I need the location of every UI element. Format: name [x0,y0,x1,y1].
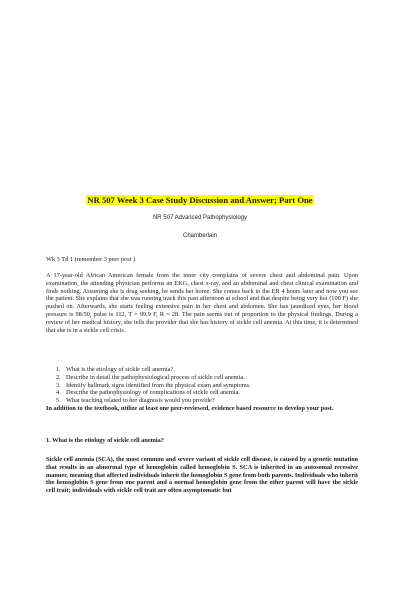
question-item [46,397,358,405]
question-number: 2. [56,373,61,381]
question-text: Identify hallmark signs identified from the physical exam and symptoms. [66,381,251,389]
question-number: 3. [56,381,61,389]
question-text: Describe in detail the pathophysiological process of sickle cell anemia. [66,373,245,381]
question-text: Describe the pathophysiology of complications of sickle cell anemia. [66,389,240,397]
question-number: 4. [56,389,61,397]
question-list [46,366,358,405]
question-number: 5. [56,397,61,405]
question-text: What teaching related to her diagnosis would you provide? [66,397,215,405]
question-item [46,389,358,397]
document-title-text: NR 507 Week 3 Case Study Discussion and Answer; Part One [87,195,313,205]
course-name: NR 507 Advanced Pathophysiology [152,215,248,221]
school-name: Chamberlain [182,233,218,239]
question-item [46,382,358,390]
document-title [0,195,400,206]
case-paragraph: A 17-year-old African American female from the inner city complains of severe chest and abdominal pain. Upon examination, the attending physician performs an EKG, chest x-ray, and an abdominal and chest clinical examination and finds nothing. Assuming she is drug seeking, he sends her home. She comes back to the ER 4 hours later and now you see the patient. She explains that she was running track this past afternoon at school and that despite being very hot (100 F) she pushed on. Afterwards, she starts feeling extensive pain in her chest and abdomen. She has jaundiced eyes, her blood pressure is 98/50, pulse is 112, T = 99.9 F, R = 28. The pain seems out of proportion to the physical findings. During a review of her medical history, she tells the provider that she has history of sickle cell anemia. At this time, it is determined that she is in a sickle cell crisis. [46,272,358,334]
question-number: 1. [56,366,61,373]
post-instruction: In addition to the textbook, utilize at least one peer-reviewed, evidence based resource to develop your post. [46,405,334,412]
question-text: What is the etiology of sickle cell anemia? [66,366,174,373]
question-item [46,366,358,374]
answer-paragraph: Sickle cell anemia (SCA), the most common and severe variant of sickle cell disease, is caused by a genetic mutation that results in an abnormal type of hemoglobin called hemoglobin S. SCA is inherited in an autosomal recessive manner, meaning that affected individuals inherit the hemoglobin S gene from both parents. Individuals who inherit the hemoglobin S gene from one parent and a normal hemoglobin gene from the other parent will have the sickle cell trait; individuals with sickle cell trait are often asymptomatic but [46,456,358,495]
post-header: Wk 3 Td 1 (remember 3 peer post ) [46,256,136,263]
question-item [46,374,358,382]
answer-heading: 1. What is the etiology of sickle cell anemia? [46,437,164,444]
